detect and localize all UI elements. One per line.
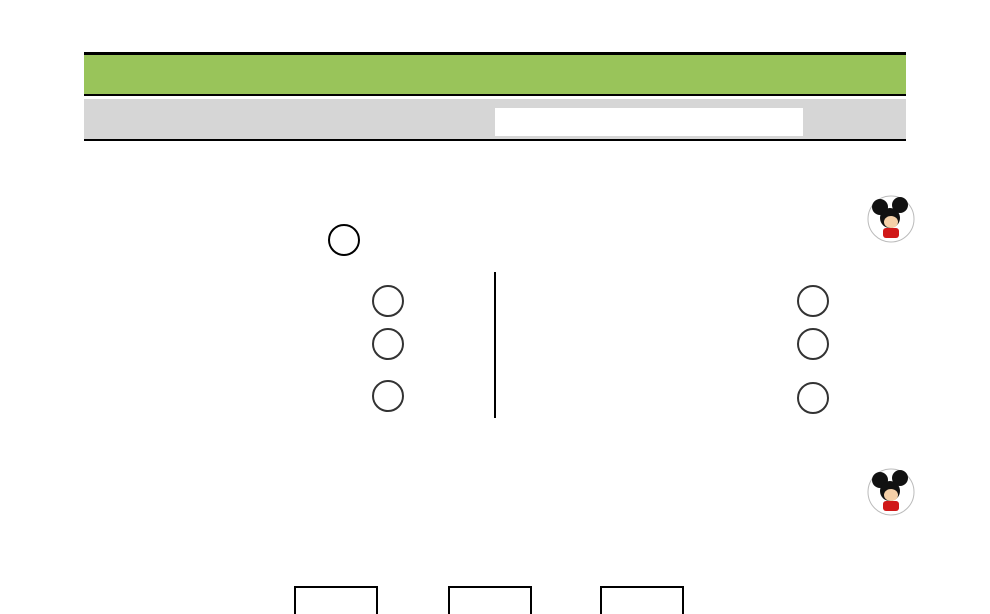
empty-circle-icon	[328, 224, 360, 256]
compare-sign-circle[interactable]	[797, 285, 829, 317]
pencil-border-top	[40, 8, 960, 42]
compare-sign-circle[interactable]	[372, 380, 404, 412]
pencil-border-right	[916, 40, 956, 610]
mickey-icon	[866, 194, 916, 244]
compare-sign-circle[interactable]	[797, 382, 829, 414]
student-name-field-bg	[495, 108, 803, 136]
pencil-border-left	[34, 40, 74, 610]
column-divider	[494, 272, 496, 418]
mickey-icon	[866, 467, 916, 517]
compare-sign-circle[interactable]	[372, 328, 404, 360]
compare-sign-circle[interactable]	[797, 328, 829, 360]
worksheet-title-bar	[84, 52, 906, 96]
compare-sign-circle[interactable]	[372, 285, 404, 317]
